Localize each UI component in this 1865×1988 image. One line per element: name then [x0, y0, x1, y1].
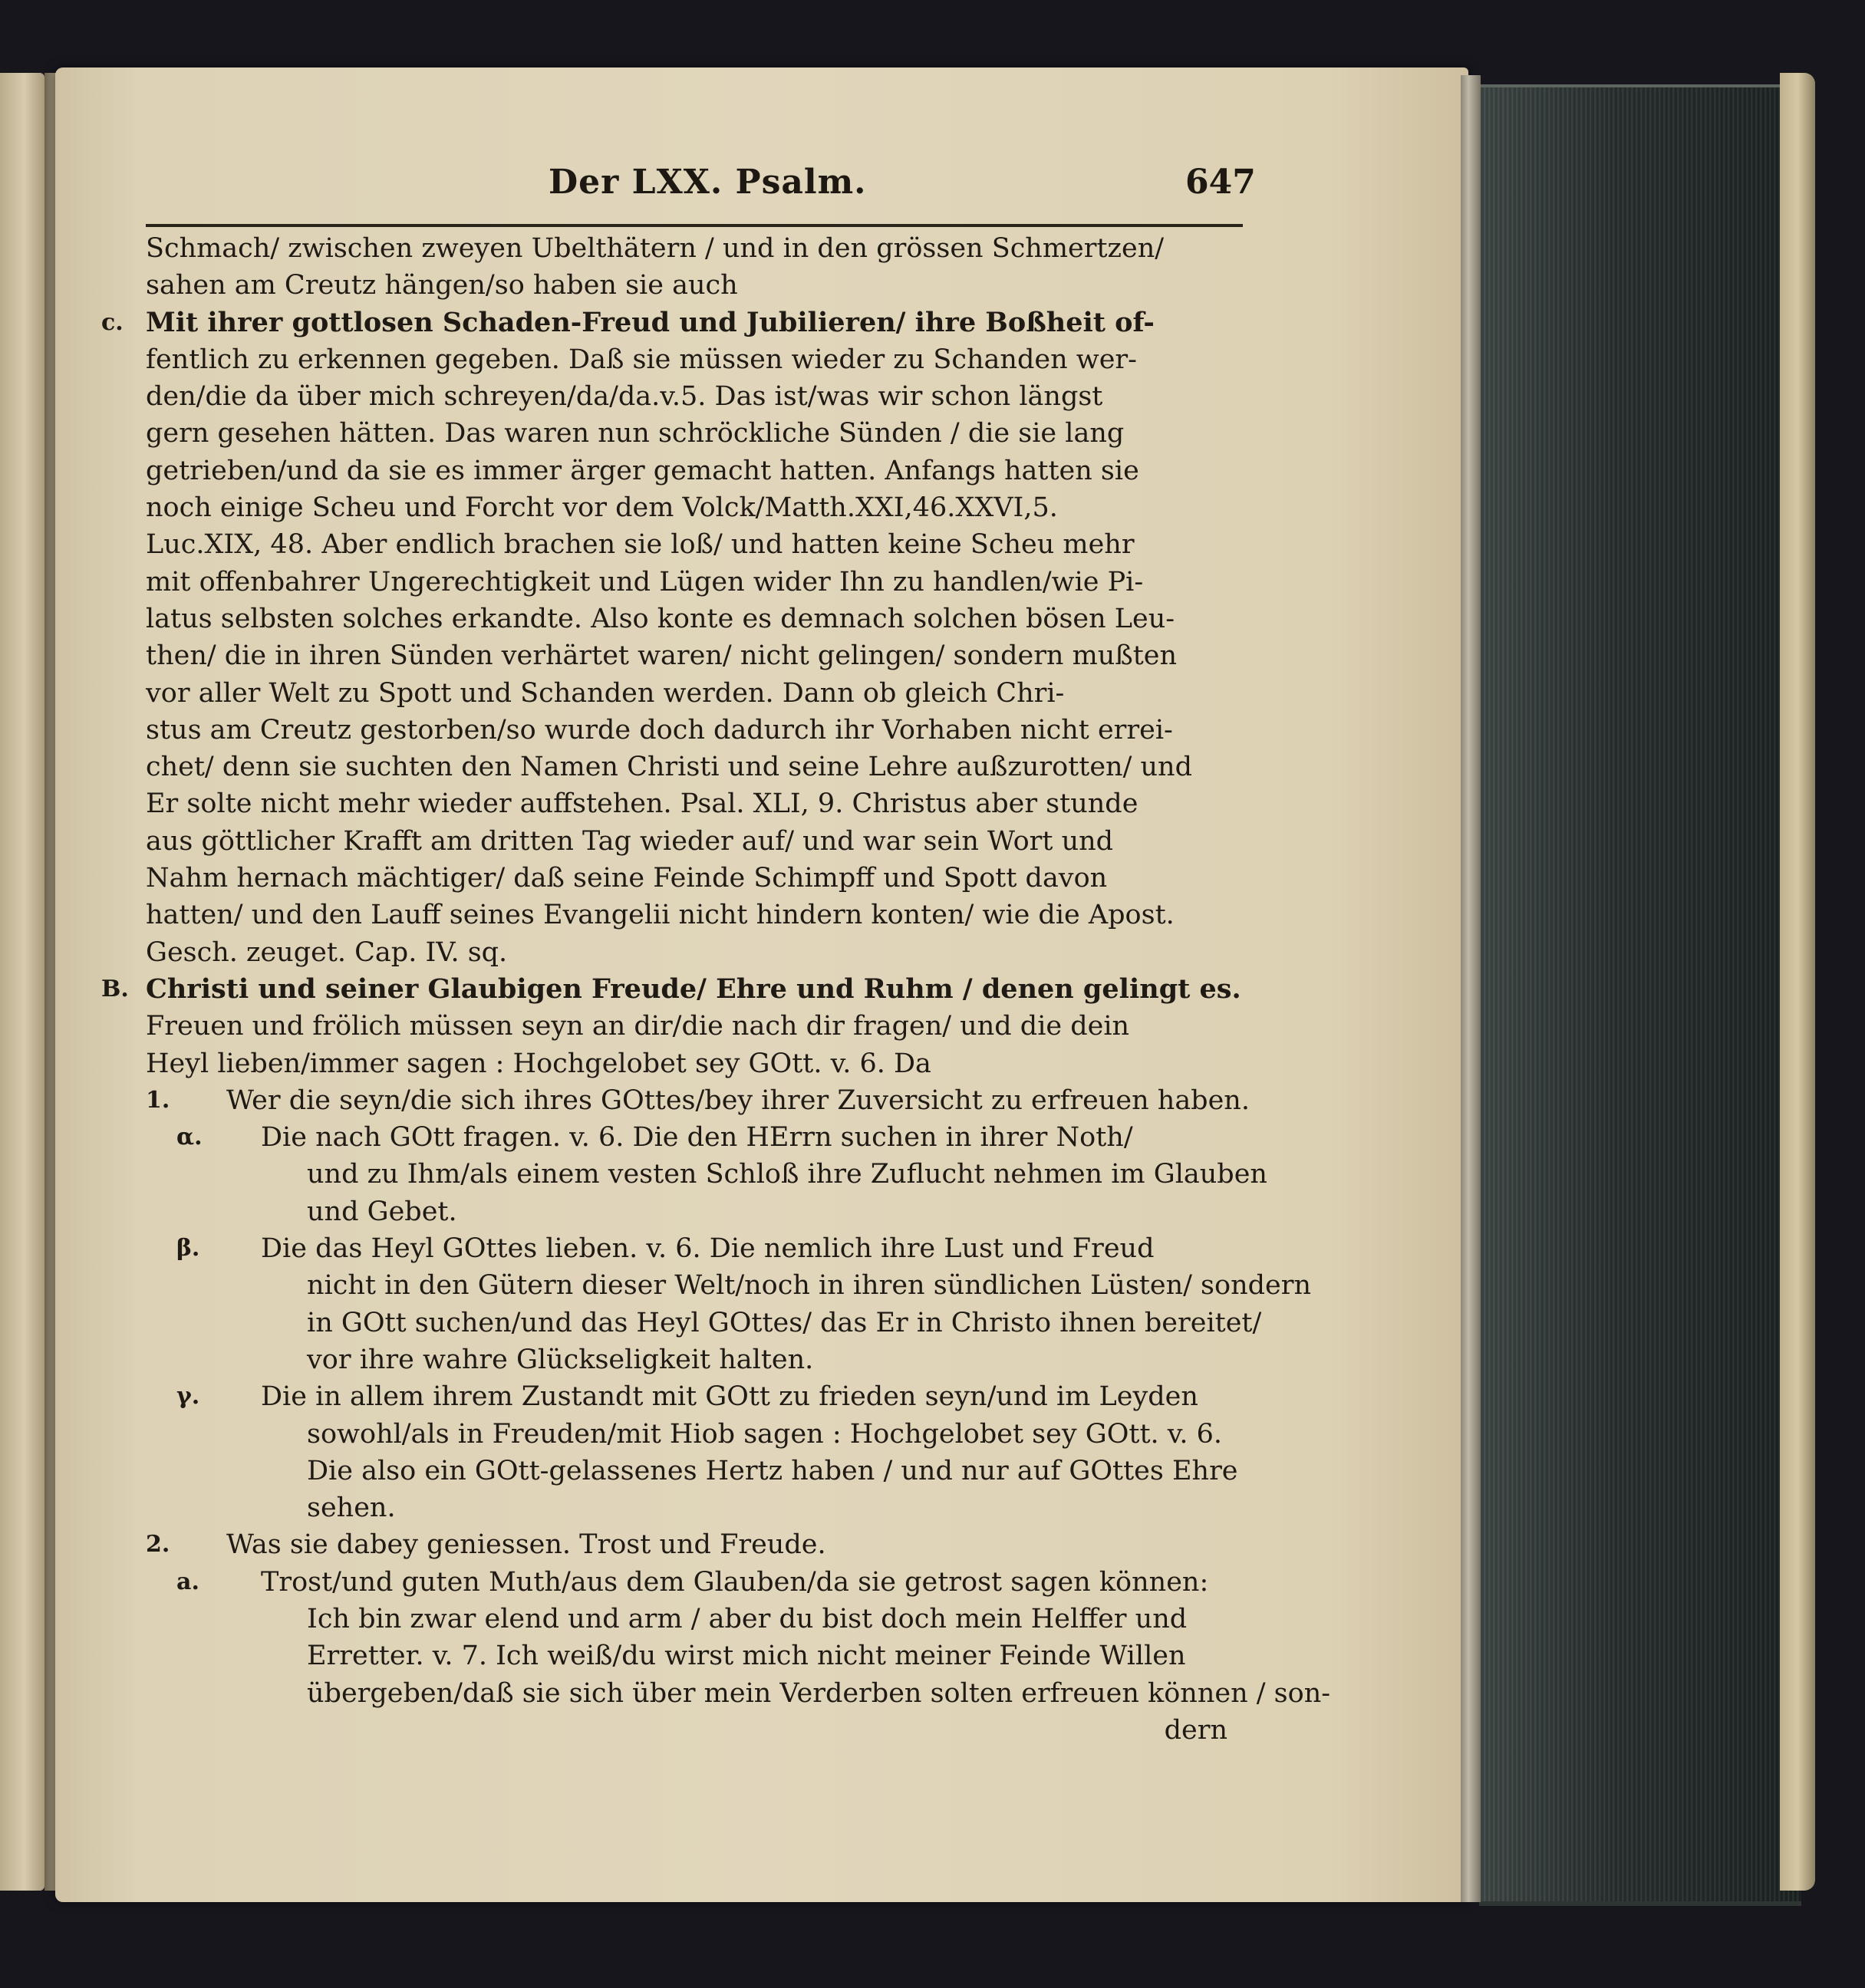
fore-edge-pages: [1479, 84, 1801, 1906]
text-line: [146, 1267, 1312, 1304]
text-line: [146, 341, 1250, 378]
line-text: Die nach GOtt fragen. v. 6. Die den HErrn suchen in ihrer Noth/: [261, 1122, 1133, 1154]
outline-marker: c.: [101, 308, 124, 336]
text-line: [146, 897, 1250, 933]
line-text: Trost/und guten Muth/aus dem Glauben/da sie getrost sagen können:: [261, 1566, 1209, 1598]
line-text: Die in allem ihrem Zustandt mit GOtt zu frieden seyn/und im Leyden: [261, 1381, 1198, 1413]
line-text: Erretter. v. 7. Ich weiß/du wirst mich nicht meiner Feinde Willen: [307, 1641, 1186, 1672]
text-line: [146, 1637, 1250, 1674]
line-text: Freuen und frölich müssen seyn an dir/die nach dir fragen/ und die dein: [146, 1011, 1130, 1042]
outline-marker: β.: [176, 1235, 200, 1262]
text-line: [146, 526, 1250, 563]
page-edge-shadow: [1461, 75, 1481, 1902]
text-line: [146, 1119, 1250, 1156]
text-line: [146, 1453, 1250, 1489]
line-text: in GOtt suchen/und das Heyl GOttes/ das Er in Christo ihnen bereitet/: [307, 1307, 1262, 1338]
text-line: [146, 1045, 1250, 1082]
text-line: [101, 304, 1250, 341]
text-line: [146, 675, 1250, 712]
text-line: [146, 453, 1250, 489]
line-text: sahen am Creutz hängen/so haben sie auch: [146, 270, 738, 301]
text-line: [146, 1675, 1331, 1712]
line-text: vor ihre wahre Glückseligkeit halten.: [307, 1344, 814, 1375]
text-line: [146, 1341, 1250, 1378]
text-line: [146, 1564, 1250, 1601]
text-line: [146, 860, 1250, 897]
line-text: Nahm hernach mächtiger/ daß seine Feinde Schimpff und Spott davon: [146, 863, 1108, 894]
text-line: [146, 637, 1250, 674]
text-line: [146, 1082, 1250, 1119]
catchword: dern: [1164, 1714, 1227, 1746]
line-text: chet/ denn sie suchten den Namen Christi und seine Lehre außzurotten/ und: [146, 752, 1192, 783]
text-line: [146, 1489, 1250, 1526]
line-text: Die also ein GOtt-gelassenes Hertz haben / und nur auf GOttes Ehre: [307, 1455, 1238, 1486]
text-line: [146, 785, 1250, 822]
text-line: [146, 712, 1250, 749]
line-text: nicht in den Gütern dieser Welt/noch in ihren sündlichen Lüsten/ sondern: [307, 1270, 1312, 1302]
text-line: [101, 971, 1250, 1008]
line-text: Christi und seiner Glaubigen Freude/ Ehre und Ruhm / denen gelingt es.: [146, 973, 1241, 1005]
text-line: [146, 749, 1250, 785]
text-line: [146, 1378, 1250, 1415]
line-text: noch einige Scheu und Forcht vor dem Volck/Matth.XXI,46.XXVI,5.: [146, 492, 1058, 524]
text-line: [146, 415, 1250, 452]
text-line: [146, 378, 1250, 415]
text-line: [146, 267, 1250, 304]
text-line: [146, 823, 1250, 860]
body-text: [101, 230, 1331, 1749]
line-text: übergeben/daß sie sich über mein Verderben solten erfreuen können / son-: [307, 1677, 1331, 1709]
outline-marker: 1.: [146, 1086, 170, 1114]
line-text: sowohl/als in Freuden/mit Hiob sagen : Hochgelobet sey GOtt. v. 6.: [307, 1418, 1223, 1450]
line-text: stus am Creutz gestorben/so wurde doch dadurch ihr Vorhaben nicht errei-: [146, 714, 1173, 746]
line-text: Die das Heyl GOttes lieben. v. 6. Die nemlich ihre Lust und Freud: [261, 1233, 1155, 1265]
line-text: den/die da über mich schreyen/da/da.v.5. Das ist/was wir schon längst: [146, 381, 1103, 413]
line-text: sehen.: [307, 1493, 396, 1524]
outline-marker: B.: [101, 975, 129, 1002]
outline-marker: α.: [176, 1124, 203, 1151]
text-line: [146, 1305, 1262, 1341]
line-text: Mit ihrer gottlosen Schaden-Freud und Jubilieren/ ihre Boßheit of-: [146, 306, 1155, 338]
header-rule: [146, 224, 1243, 227]
outline-marker: γ.: [176, 1383, 200, 1410]
text-line: [146, 601, 1250, 637]
text-line: [146, 1230, 1250, 1267]
line-text: vor aller Welt zu Spott und Schanden werden. Dann ob gleich Chri-: [146, 677, 1065, 709]
text-line: [146, 564, 1250, 601]
text-line: [146, 1008, 1250, 1045]
text-line: [146, 230, 1250, 267]
line-text: Gesch. zeuget. Cap. IV. sq.: [146, 936, 508, 968]
line-text: hatten/ und den Lauff seines Evangelii nicht hindern konten/ wie die Apost.: [146, 900, 1175, 931]
text-line: [146, 489, 1250, 526]
line-text: mit offenbahrer Ungerechtigkeit und Lügen wider Ihn zu handlen/wie Pi-: [146, 566, 1144, 597]
left-page-edge: [0, 73, 44, 1891]
line-text: gern gesehen hätten. Das waren nun schröckliche Sünden / die sie lang: [146, 418, 1125, 449]
line-text: und Gebet.: [307, 1196, 457, 1227]
text-line: [146, 1416, 1250, 1453]
text-line: [146, 1526, 1250, 1563]
book-cover-edge: [1780, 73, 1815, 1891]
line-text: latus selbsten solches erkandte. Also konte es demnach solchen bösen Leu-: [146, 603, 1175, 634]
text-line: [146, 1601, 1250, 1637]
line-text: Schmach/ zwischen zweyen Ubelthätern / und in den grössen Schmertzen/: [146, 233, 1165, 264]
line-text: getrieben/und da sie es immer ärger gemacht hatten. Anfangs hatten sie: [146, 455, 1139, 486]
page-number: 647: [1185, 163, 1256, 202]
text-line: [146, 934, 1250, 971]
line-text: aus göttlicher Krafft am dritten Tag wieder auf/ und war sein Wort und: [146, 825, 1114, 857]
line-text: Er solte nicht mehr wieder auffstehen. Psal. XLI, 9. Christus aber stunde: [146, 788, 1138, 820]
line-text: fentlich zu erkennen gegeben. Daß sie müssen wieder zu Schanden wer-: [146, 344, 1137, 375]
line-text: und zu Ihm/als einem vesten Schloß ihre Zuflucht nehmen im Glauben: [307, 1159, 1267, 1190]
text-line: [146, 1193, 1250, 1230]
line-text: Luc.XIX, 48. Aber endlich brachen sie loß/ und hatten keine Scheu mehr: [146, 529, 1135, 561]
line-text: then/ die in ihren Sünden verhärtet waren/ nicht gelingen/ sondern mußten: [146, 640, 1178, 672]
line-text: Wer die seyn/die sich ihres GOttes/bey ihrer Zuversicht zu erfreuen haben.: [226, 1085, 1250, 1116]
line-text: Ich bin zwar elend und arm / aber du bist doch mein Helffer und: [307, 1603, 1188, 1634]
outline-marker: a.: [176, 1568, 199, 1595]
line-text: Heyl lieben/immer sagen : Hochgelobet sey GOtt. v. 6. Da: [146, 1048, 931, 1079]
line-text: Was sie dabey geniessen. Trost und Freude.: [226, 1529, 826, 1561]
running-title: Der LXX. Psalm.: [549, 163, 867, 202]
outline-marker: 2.: [146, 1531, 170, 1558]
text-line: [146, 1156, 1267, 1193]
